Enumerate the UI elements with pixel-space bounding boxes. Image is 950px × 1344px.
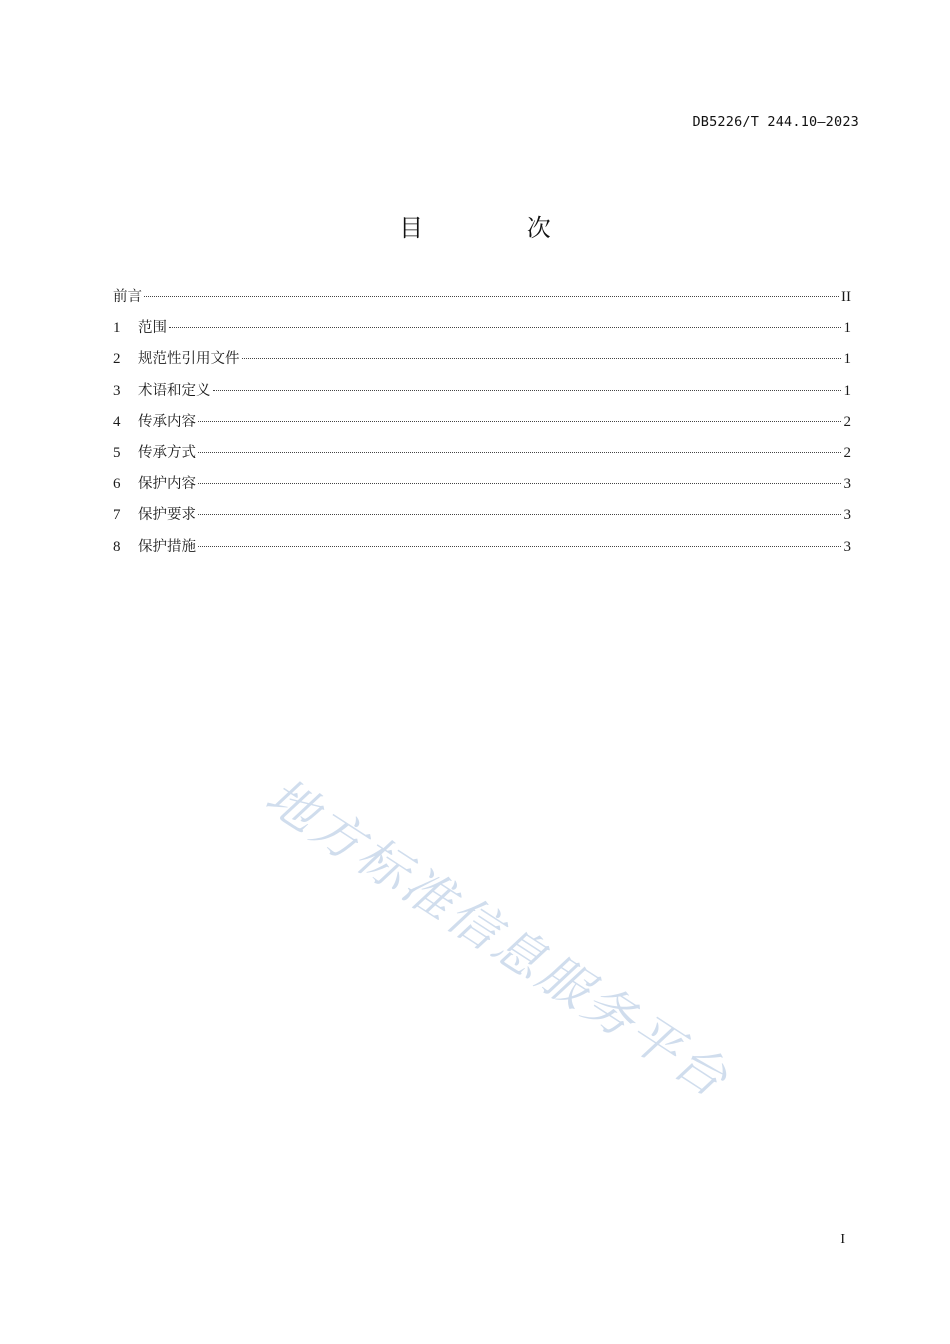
toc-entry-normative-references[interactable] [113, 348, 851, 379]
toc-entry-number: 4 [113, 413, 121, 430]
toc-leader-dots [144, 296, 839, 297]
document-code: DB5226/T 244.10—2023 [692, 114, 859, 130]
toc-entry-label: 规范性引用文件 [138, 351, 240, 368]
toc-entry-foreword[interactable] [113, 286, 851, 317]
toc-entry-label: 范围 [138, 320, 167, 337]
toc-entry-label: 保护措施 [138, 538, 196, 555]
toc-entry-terms-definitions[interactable] [113, 380, 851, 411]
toc-entry-number: 2 [113, 351, 121, 368]
toc-entry-label: 前言 [113, 289, 142, 305]
page-number: I [840, 1232, 845, 1247]
toc-entry-page: 1 [843, 320, 851, 337]
toc-leader-dots [242, 358, 842, 359]
toc-entry-number: 7 [113, 507, 121, 524]
toc-entry-label: 保护要求 [138, 507, 196, 524]
toc-entry-page: II [841, 289, 851, 305]
toc-entry-number: 6 [113, 476, 121, 493]
toc-entry-label: 传承内容 [138, 413, 196, 430]
toc-entry-page: 3 [843, 507, 851, 524]
toc-entry-page: 3 [843, 476, 851, 493]
toc-entry-page: 1 [843, 351, 851, 368]
toc-entry-label: 保护内容 [138, 476, 196, 493]
toc-entry-number: 8 [113, 538, 121, 555]
toc-entry-page: 3 [843, 538, 851, 555]
watermark: 地方标准信息服务平台 [255, 766, 741, 1110]
toc-entry-protection-measures[interactable] [113, 536, 851, 567]
toc-leader-dots [169, 327, 841, 328]
toc-entry-inheritance-content[interactable] [113, 411, 851, 442]
toc-entry-scope[interactable] [113, 317, 851, 348]
toc-leader-dots [198, 546, 841, 547]
toc-leader-dots [198, 452, 841, 453]
toc-entry-protection-requirements[interactable] [113, 504, 851, 535]
toc-entry-number: 3 [113, 382, 121, 399]
toc-entry-number: 5 [113, 444, 121, 461]
toc-leader-dots [198, 421, 841, 422]
toc-entry-protection-content[interactable] [113, 473, 851, 504]
toc-entry-page: 1 [843, 382, 851, 399]
toc-entry-label: 传承方式 [138, 444, 196, 461]
toc-entry-page: 2 [843, 413, 851, 430]
toc-entry-page: 2 [843, 444, 851, 461]
toc-entry-inheritance-method[interactable] [113, 442, 851, 473]
table-of-contents [113, 286, 851, 567]
toc-entry-label: 术语和定义 [138, 382, 211, 399]
toc-leader-dots [198, 514, 841, 515]
toc-title: 目 次 [399, 214, 599, 242]
toc-leader-dots [213, 390, 842, 391]
toc-leader-dots [198, 483, 841, 484]
toc-entry-number: 1 [113, 320, 121, 337]
